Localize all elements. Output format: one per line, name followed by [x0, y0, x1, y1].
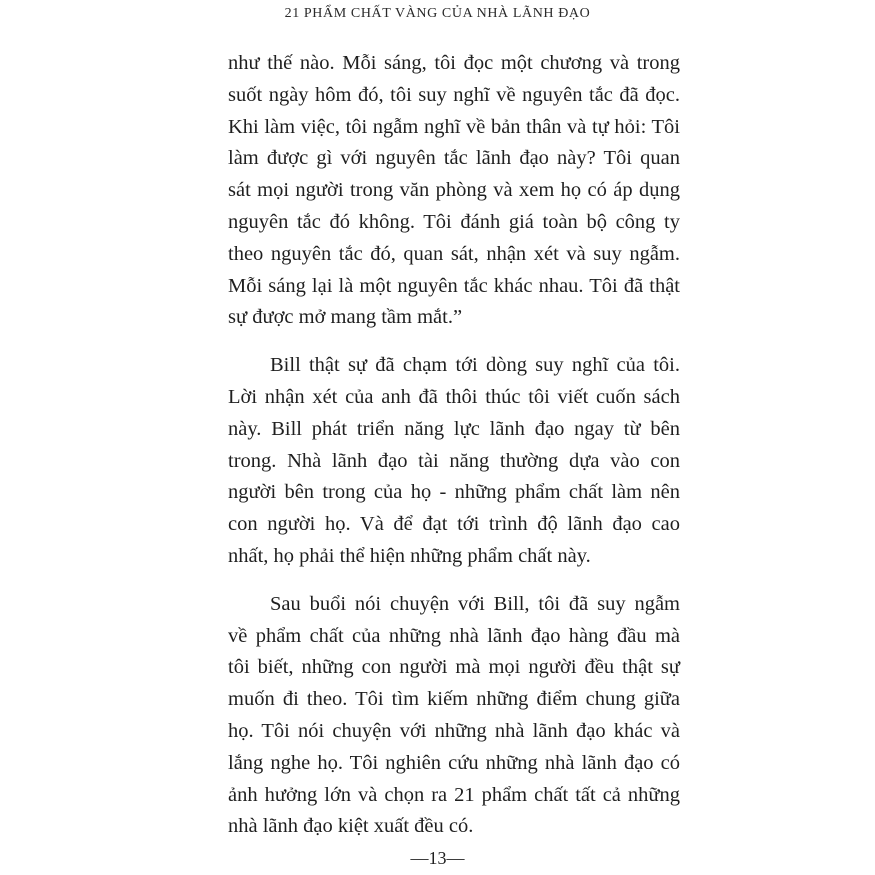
- text-line: Sau buổi nói chuyện với Bill, tôi đã suy ngẫm: [270, 592, 680, 615]
- text-line: nhà lãnh đạo kiệt xuất đều có.: [228, 815, 474, 838]
- paragraph-2: [228, 350, 680, 573]
- text-line: ảnh hưởng lớn và chọn ra 21 phẩm chất tất cả những: [228, 783, 680, 806]
- text-line: Bill thật sự đã chạm tới dòng suy nghĩ của tôi.: [270, 354, 680, 377]
- text-line: suốt ngày hôm đó, tôi suy nghĩ về nguyên tắc đã đọc.: [228, 83, 680, 106]
- text-line: nguyên tắc đó không. Tôi đánh giá toàn bộ công ty: [228, 210, 680, 233]
- text-line: này. Bill phát triển năng lực lãnh đạo ngay từ bên: [228, 417, 680, 440]
- text-line: sát mọi người trong văn phòng và xem họ có áp dụng: [228, 179, 680, 202]
- text-line: theo nguyên tắc đó, quan sát, nhận xét và suy ngẫm.: [228, 242, 680, 265]
- text-line: lắng nghe họ. Tôi nghiên cứu những nhà lãnh đạo có: [228, 751, 680, 774]
- text-line: con người họ. Và để đạt tới trình độ lãnh đạo cao: [228, 513, 680, 536]
- page-number: —13—: [410, 848, 465, 868]
- text-line: Mỗi sáng lại là một nguyên tắc khác nhau. Tôi đã thật: [228, 274, 680, 297]
- text-line: nhất, họ phải thể hiện những phẩm chất này.: [228, 544, 591, 567]
- body-text: [228, 48, 680, 843]
- paragraph-3: [228, 589, 680, 843]
- paragraph-1: [228, 48, 680, 334]
- running-header: 21 PHẨM CHẤT VÀNG CỦA NHÀ LÃNH ĐẠO: [284, 6, 591, 21]
- text-line: họ. Tôi nói chuyện với những nhà lãnh đạo khác và: [228, 719, 680, 742]
- text-line: tôi biết, những con người mà mọi người đều thật sự: [228, 656, 680, 679]
- text-line: về phẩm chất của những nhà lãnh đạo hàng đầu mà: [228, 624, 680, 647]
- text-line: sự được mở mang tầm mắt.”: [228, 306, 463, 329]
- text-line: trong. Nhà lãnh đạo tài năng thường dựa vào con: [228, 449, 680, 472]
- text-line: như thế nào. Mỗi sáng, tôi đọc một chương và trong: [228, 52, 680, 74]
- text-line: người bên trong của họ - những phẩm chất làm nên: [228, 481, 680, 504]
- text-line: muốn đi theo. Tôi tìm kiếm những điểm chung giữa: [228, 688, 680, 711]
- text-line: Lời nhận xét của anh đã thôi thúc tôi viết cuốn sách: [228, 385, 680, 408]
- text-line: Khi làm việc, tôi ngẫm nghĩ về bản thân và tự hỏi: Tôi: [228, 115, 680, 138]
- text-line: làm được gì với nguyên tắc lãnh đạo này? Tôi quan: [228, 147, 680, 170]
